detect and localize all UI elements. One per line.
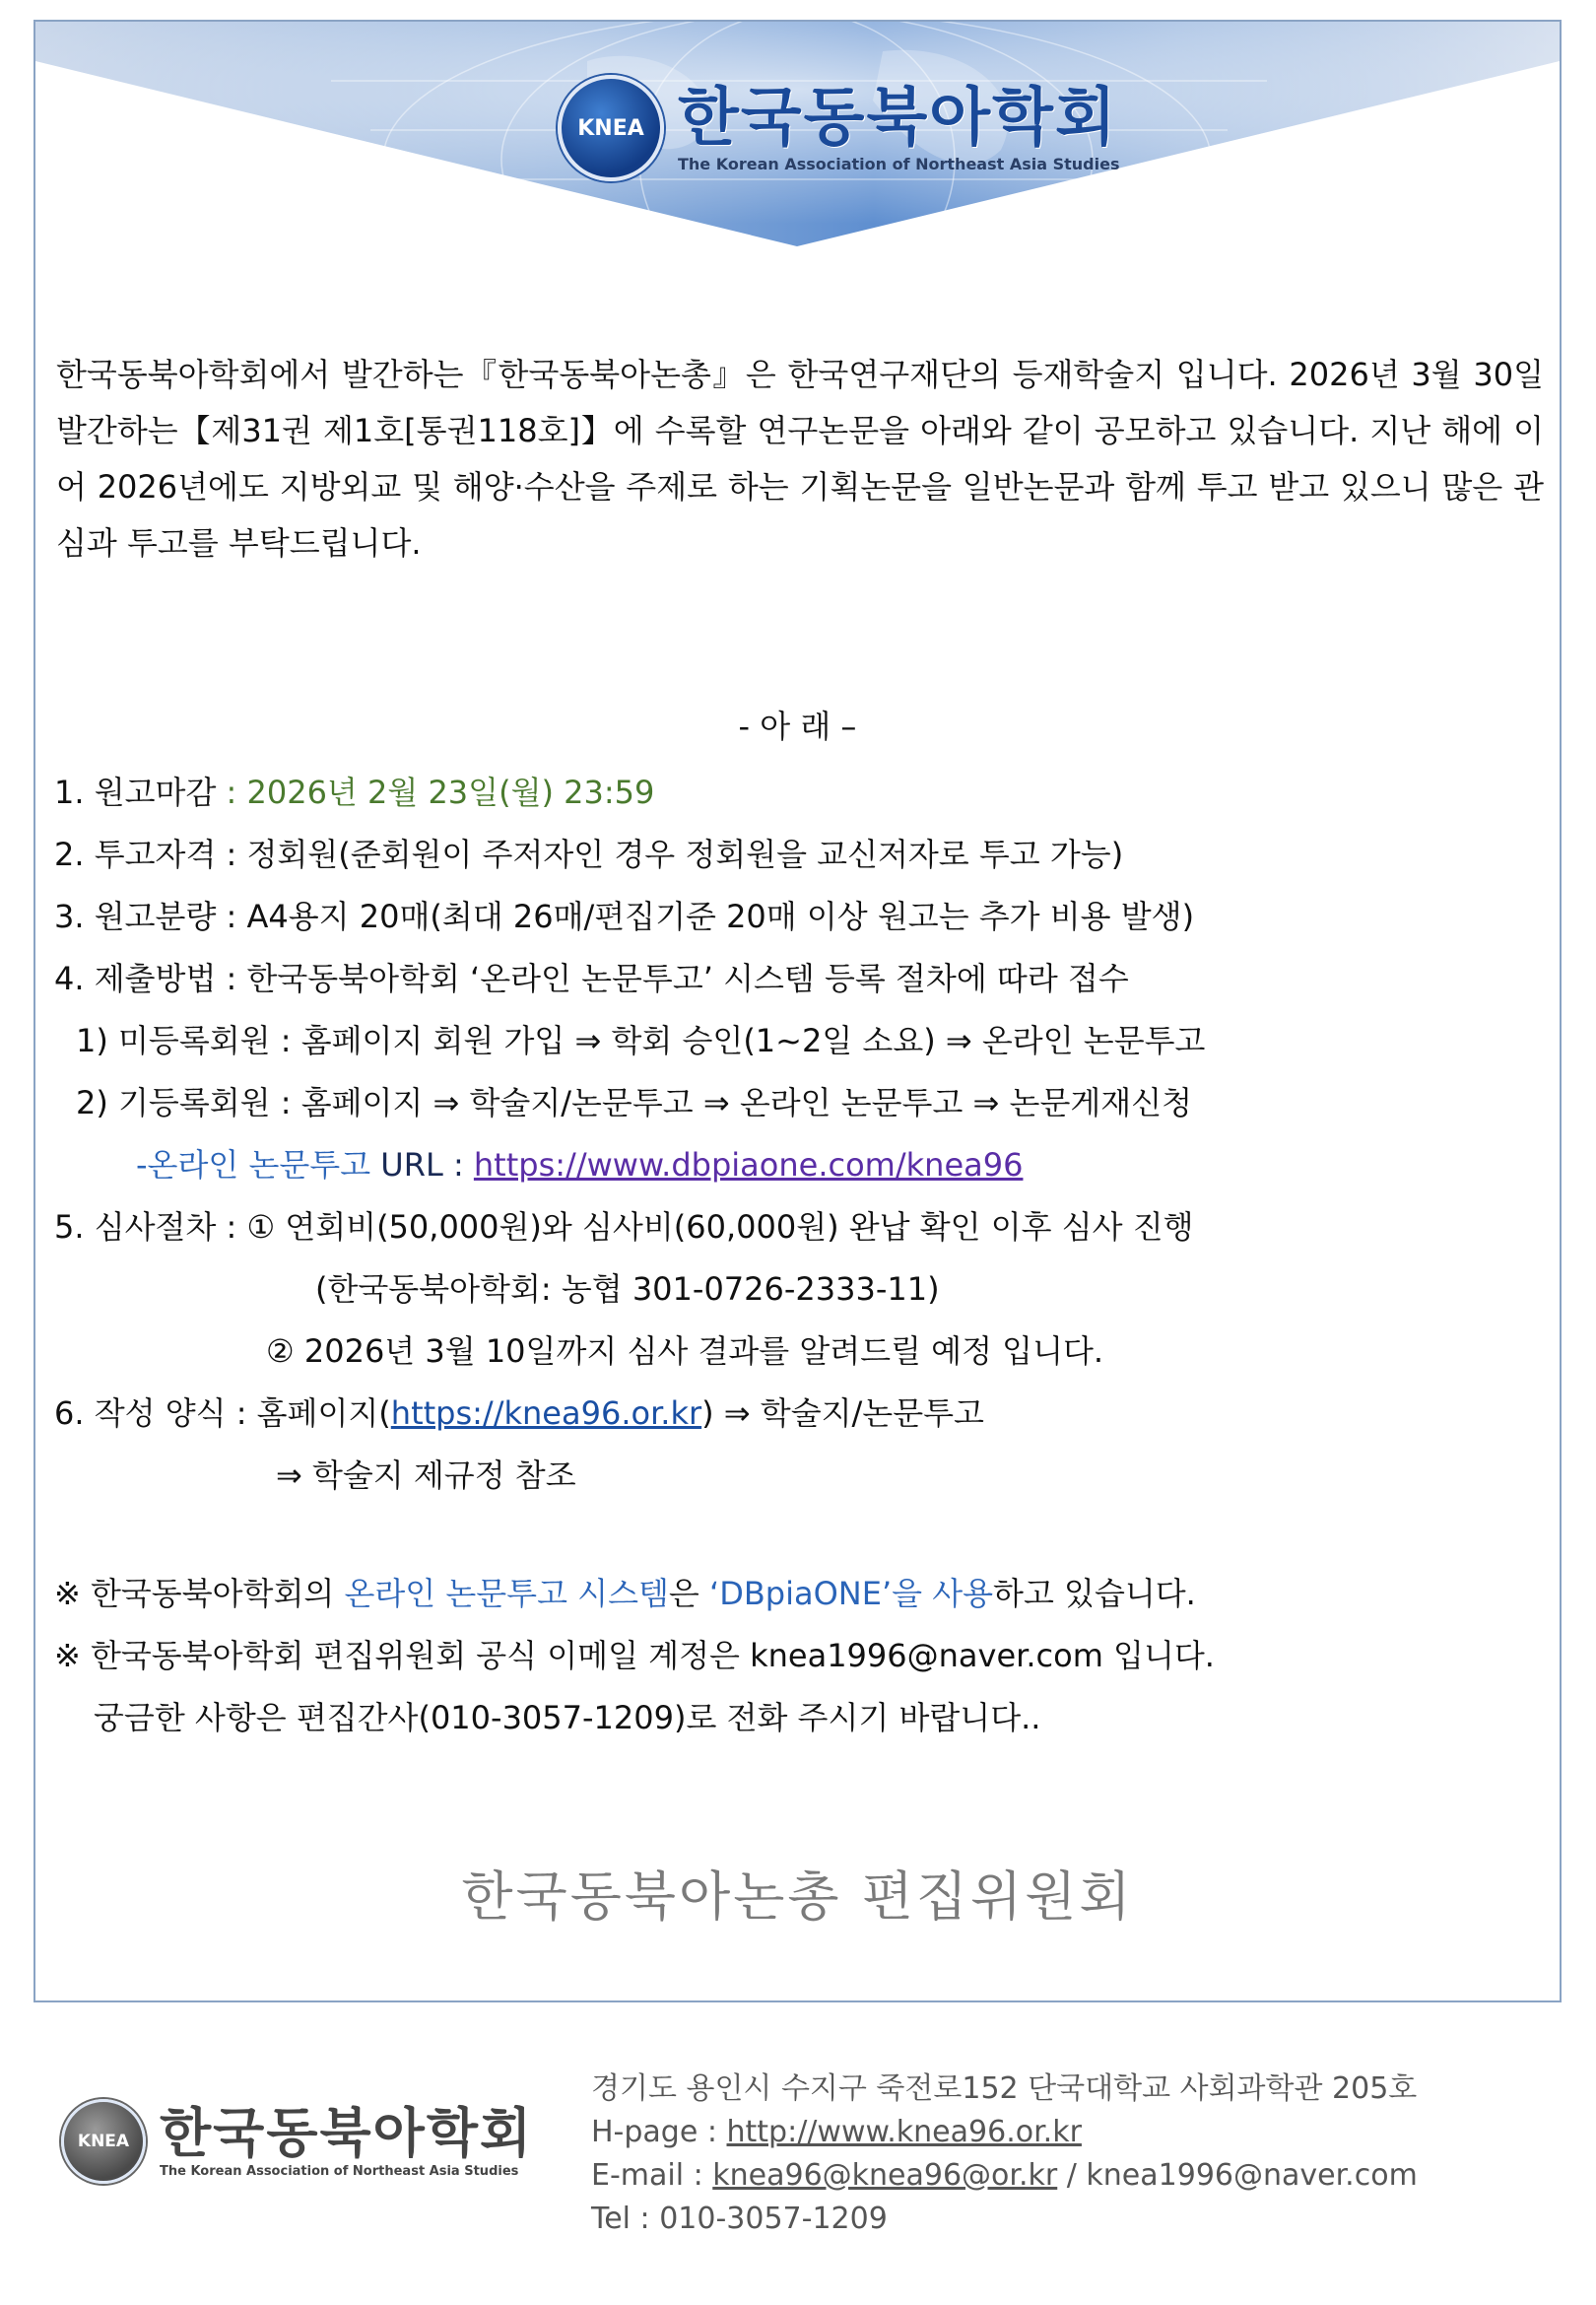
note1-text-b: 온라인 논문투고 시스템 [344, 1575, 669, 1612]
note1-text-c: 은 [668, 1575, 710, 1612]
note-3: 궁금한 사항은 편집간사(010-3057-1209)로 전화 주시기 바랍니다.. [94, 1699, 1041, 1736]
item-review: 5. 심사절차 : ① 연회비(50,000원)와 심사비(60,000원) 완납 확인 이후 심사 진행 [54, 1208, 1194, 1246]
item-eligibility: 2. 투고자격 : 정회원(준회원이 주저자인 경우 정회원을 교신저자로 투고 가능) [54, 836, 1124, 873]
item-format-2: ⇒ 학술지 제규정 참조 [276, 1457, 576, 1494]
item-format [54, 1389, 984, 1434]
note-1 [54, 1569, 1196, 1614]
item-method-2: 2) 기등록회원 : 홈페이지 ⇒ 학술지/논문투고 ⇒ 온라인 논문투고 ⇒ 논문게재신청 [76, 1084, 1193, 1121]
footer-email [591, 2154, 1418, 2198]
online-submission-link[interactable]: https://www.dbpiaone.com/knea96 [473, 1146, 1024, 1184]
online-prefix: - [136, 1146, 148, 1184]
note1-text-e: 하고 있습니다. [993, 1575, 1196, 1612]
footer-org-name-kr: 한국동북아학회 [160, 2101, 534, 2164]
item-online-url [136, 1140, 1023, 1186]
header-org-name-en: The Korean Association of Northeast Asia Studies [678, 154, 1120, 173]
footer-logo [61, 2099, 533, 2184]
footer-email-link[interactable]: knea96@knea96@or.kr [712, 2158, 1058, 2193]
note1-text-d: ‘DBpiaONE’을 사용 [709, 1575, 994, 1612]
footer-email-2: / knea1996@naver.com [1057, 2158, 1418, 2193]
deadline-value: : 2026년 2월 23일(월) 23:59 [216, 774, 655, 811]
intro-paragraph: 한국동북아학회에서 발간하는『한국동북아논총』은 한국연구재단의 등재학술지 입니다. 2026년 3월 30일 발간하는【제31권 제1호[통권118호]】에 수록할 연구논문을 아래와 같이 공모하고 있습니다. 지난 해에 이어 2026년에도 지방외교 및 해양·수산을 주제로 하는 기획논문을 일반논문과 함께 투고 받고 있으니 많은 관심과 투고를 부탁드립니다. [56, 356, 1544, 562]
email-label: E-mail : [591, 2158, 713, 2193]
item-method-1: 1) 미등록회원 : 홈페이지 회원 가입 ⇒ 학회 승인(1~2일 소요) ⇒ 온라인 논문투고 [76, 1022, 1206, 1059]
homepage-link[interactable]: https://knea96.or.kr [390, 1394, 702, 1432]
footer-address: 경기도 용인시 수지구 죽전로152 단국대학교 사회과학관 205호 [591, 2071, 1418, 2106]
footer-contact [591, 2068, 1418, 2241]
item-method: 4. 제출방법 : 한국동북아학회 ‘온라인 논문투고’ 시스템 등록 절차에 따라 접수 [54, 960, 1129, 997]
hpage-label: H-page : [591, 2115, 727, 2149]
footer-homepage-link[interactable]: http://www.knea96.or.kr [726, 2115, 1082, 2149]
format-prefix: 6. 작성 양식 : 홈페이지( [54, 1394, 391, 1432]
footer-seal-icon: KNEA [61, 2099, 146, 2184]
format-suffix: ) ⇒ 학술지/논문투고 [701, 1394, 984, 1432]
item-volume: 3. 원고분량 : A4용지 20매(최대 26매/편집기준 20매 이상 원고는 추가 비용 발생) [54, 898, 1195, 935]
footer-org-name-en: The Korean Association of Northeast Asia Studies [160, 2163, 519, 2179]
header-org-name-kr: 한국동북아학회 [678, 81, 1118, 155]
footer-tel: Tel : 010-3057-1209 [591, 2202, 888, 2236]
item-review-2: ② 2026년 3월 10일까지 심사 결과를 알려드릴 예정 입니다. [266, 1332, 1104, 1370]
header-banner [35, 22, 1560, 263]
online-label: 온라인 논문투고 [147, 1146, 371, 1184]
section-title: - 아 래 – [738, 708, 857, 745]
note-2: ※ 한국동북아학회 편집위원회 공식 이메일 계정은 knea1996@naver.com 입니다. [54, 1637, 1215, 1674]
deadline-label: 1. 원고마감 [54, 774, 217, 811]
online-url-label: URL : [370, 1146, 474, 1184]
footer-hpage [591, 2111, 1418, 2154]
note1-text-a: ※ 한국동북아학회의 [54, 1575, 345, 1612]
signature: 한국동북아논총 편집위원회 [461, 1865, 1134, 1928]
item-deadline [54, 768, 654, 813]
notice-frame [33, 20, 1562, 2002]
knea-seal-icon: KNEA [558, 75, 664, 181]
item-review-account: (한국동북아학회: 농협 301-0726-2333-11) [315, 1270, 940, 1308]
header-logo [558, 69, 1119, 187]
